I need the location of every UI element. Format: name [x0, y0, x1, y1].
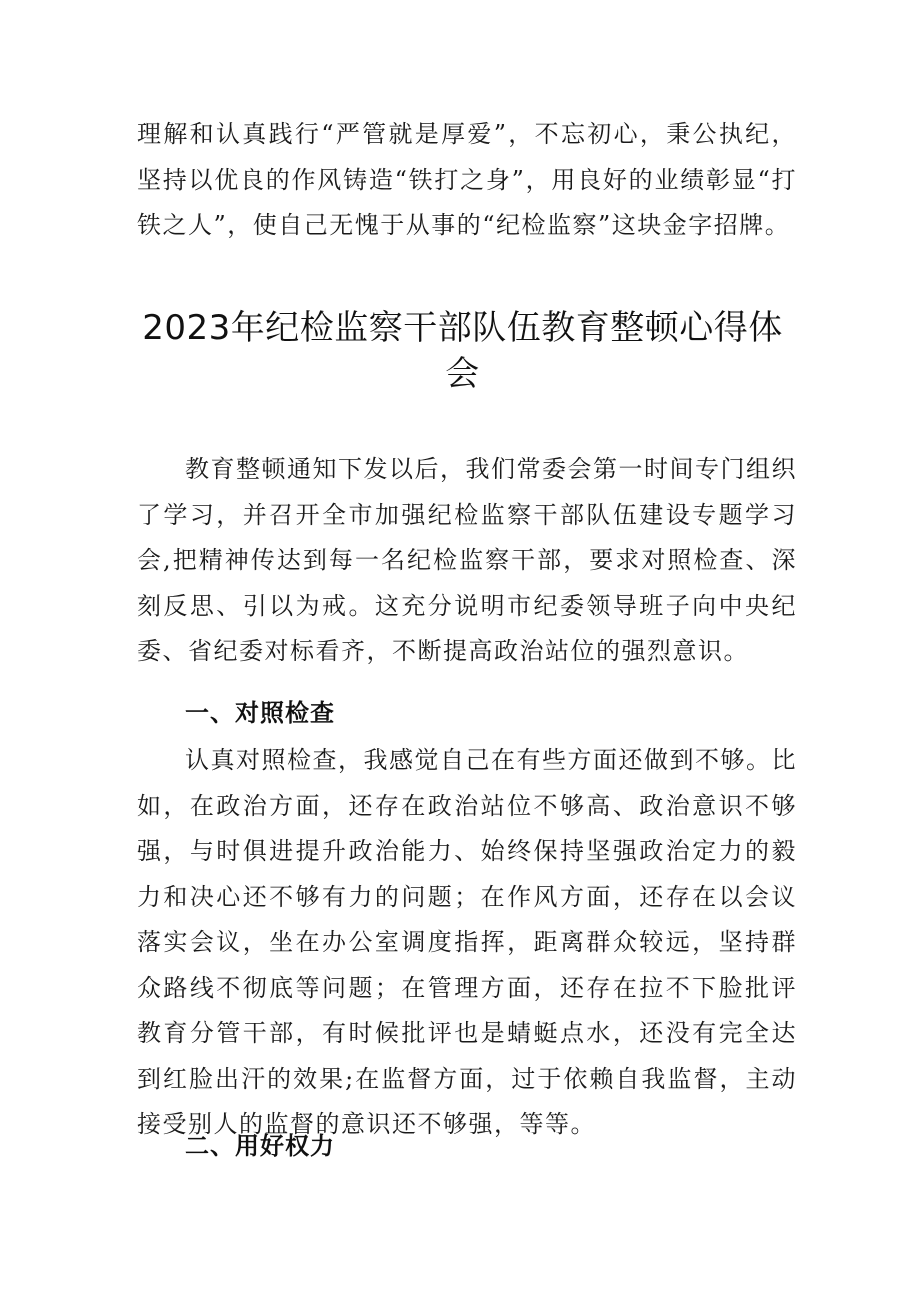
- section-heading-1: 一、对照检查: [185, 699, 335, 727]
- paragraph-self-check: 认真对照检查，我感觉自己在有些方面还做到不够。比如，在政治方面，还存在政治站位不够高、政治意识不够强，与时俱进提升政治能力、始终保持坚强政治定力的毅力和决心还不够有力的问题；在作风方面，还存在以会议落实会议，坐在办公室调度指挥，距离群众较远，坚持群众路线不彻底等问题；在管理方面，还存在拉不下脸批评教育分管干部，有时候批评也是蜻蜓点水，还没有完全达到红脸出汗的效果;在监督方面，过于依赖自我监督，主动接受别人的监督的意识还不够强，等等。: [137, 746, 797, 1138]
- paragraph-intro-body: 教育整顿通知下发以后，我们常委会第一时间专门组织了学习，并召开全市加强纪检监察干部队伍建设专题学习会,把精神传达到每一名纪检监察干部，要求对照检查、深刻反思、引以为戒。这充分说明市纪委领导班子向中央纪委、省纪委对标看齐，不断提高政治站位的强烈意识。: [137, 455, 797, 665]
- document-title: 2023年纪检监察干部队伍教育整顿心得体会: [142, 308, 783, 394]
- intro-paragraph: 理解和认真践行“严管就是厚爱”，不忘初心，秉公执纪，坚持以优良的作风铸造“铁打之身”，用良好的业绩彰显“打铁之人”，使自己无愧于从事的“纪检监察”这块金字招牌。: [137, 120, 797, 239]
- section-heading-2: 二、用好权力: [185, 1132, 335, 1160]
